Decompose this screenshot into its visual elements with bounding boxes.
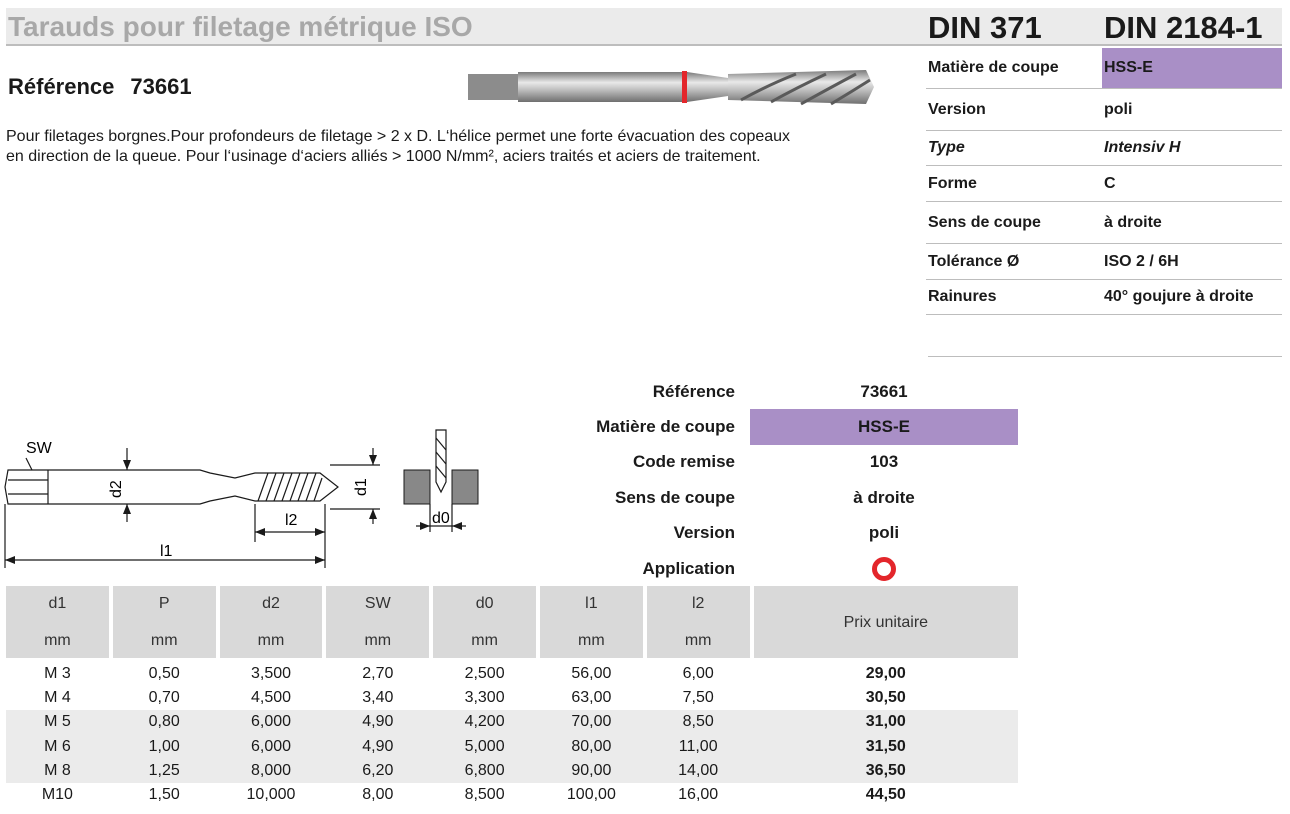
column-name: l1 — [585, 595, 598, 612]
column-unit: mm — [257, 632, 285, 649]
summary-value — [750, 551, 1018, 586]
table-cell: 56,00 — [571, 665, 612, 683]
spec-row-forme — [926, 166, 1282, 202]
spec-row-tolerance — [926, 244, 1282, 280]
column-name: d2 — [262, 595, 280, 612]
column-header — [113, 586, 216, 658]
table-cell: 1,25 — [148, 761, 180, 779]
description-line-2: en direction de la queue. Pour l‘usinage d‘aciers alliés > 1000 N/mm², aciers traités et aciers de traitement. — [6, 148, 761, 165]
sw-label: SW — [26, 440, 52, 457]
sw-leader — [26, 458, 32, 470]
table-body — [6, 662, 1018, 807]
spec-value: C — [1104, 174, 1116, 192]
column-unit: mm — [578, 632, 605, 649]
summary-value: 73661 — [860, 381, 908, 401]
tap-outline — [5, 470, 338, 504]
thread-hatch — [258, 473, 322, 501]
spec-value: poli — [1104, 100, 1133, 118]
table-cell: 16,00 — [678, 786, 719, 804]
summary-value: poli — [868, 523, 900, 543]
table-row — [6, 686, 1018, 710]
description-line-1: Pour filetages borgnes.Pour profondeurs de filetage > 2 x D. L‘hélice permet une forte évacuation des copeaux — [6, 128, 791, 145]
spec-row-rainures — [926, 280, 1282, 315]
description — [6, 127, 886, 167]
table-cell: 8,50 — [682, 713, 714, 731]
table-cell: 6,000 — [250, 713, 292, 731]
l2-label: l2 — [285, 512, 298, 529]
d0-label: d0 — [432, 510, 450, 527]
table-cell: 100,00 — [566, 786, 616, 804]
summary-table — [560, 374, 1018, 586]
l1-arrow-left — [5, 556, 15, 564]
column-name: l2 — [691, 595, 705, 612]
column-header — [540, 586, 643, 658]
d2-arrow-top — [123, 460, 131, 470]
table-cell: 4,90 — [362, 737, 394, 755]
summary-label: Matière de coupe — [596, 417, 735, 437]
d2-label: d2 — [108, 480, 125, 498]
table-cell: 6,800 — [464, 761, 505, 779]
l1-arrow-right — [315, 556, 325, 564]
spec-value: HSS-E — [1102, 48, 1282, 88]
table-cell: 6,000 — [250, 737, 292, 755]
reference-number: 73661 — [130, 74, 192, 99]
table-row — [6, 662, 1018, 686]
summary-row-sens — [560, 480, 1018, 515]
column-name: d0 — [475, 595, 494, 612]
table-cell: 2,500 — [464, 665, 505, 683]
spec-row-version — [926, 89, 1282, 131]
column-name: SW — [364, 595, 391, 612]
column-unit: mm — [684, 632, 712, 649]
table-row — [6, 783, 1018, 807]
table-cell: 31,50 — [865, 737, 906, 755]
table-cell: 8,500 — [464, 786, 505, 804]
table-cell: 1,50 — [148, 786, 180, 804]
spec-label: Tolérance Ø — [928, 252, 1020, 270]
column-unit: mm — [44, 632, 71, 649]
table-cell: M 5 — [44, 713, 71, 731]
table-cell: M10 — [41, 786, 73, 804]
spec-value: ISO 2 / 6H — [1104, 252, 1179, 270]
table-cell: 8,00 — [362, 786, 394, 804]
column-header — [326, 586, 429, 658]
table-cell: 7,50 — [682, 689, 714, 707]
table-cell: 8,000 — [250, 761, 292, 779]
table-cell: M 8 — [44, 761, 71, 779]
column-unit: mm — [150, 632, 178, 649]
table-cell: 30,50 — [865, 689, 906, 707]
table-row — [6, 735, 1018, 759]
spec-label: Rainures — [928, 288, 997, 305]
summary-label: Application — [642, 558, 735, 578]
column-header — [6, 586, 109, 658]
summary-label: Code remise — [632, 452, 735, 472]
table-cell: 29,00 — [865, 665, 906, 683]
table-cell: 80,00 — [571, 737, 612, 755]
summary-value: HSS-E — [750, 409, 1018, 444]
summary-value: 103 — [869, 452, 899, 472]
l2-arrow-left — [255, 528, 265, 536]
l1-label: l1 — [160, 543, 173, 560]
spec-label: Matière de coupe — [928, 59, 1059, 76]
column-header — [647, 586, 750, 658]
column-name: Prix unitaire — [843, 613, 929, 631]
table-row — [6, 710, 1018, 734]
reference-heading — [8, 74, 208, 100]
page-title: Tarauds pour filetage métrique ISO — [8, 11, 473, 42]
column-name: d1 — [48, 595, 67, 612]
table-cell: 6,00 — [682, 665, 714, 683]
table-cell: 63,00 — [571, 689, 612, 707]
summary-row-reference — [560, 374, 1018, 409]
product-photo — [466, 62, 878, 114]
table-cell: 90,00 — [571, 761, 612, 779]
shank-body — [518, 72, 688, 102]
spec-row-sens — [926, 202, 1282, 244]
column-header — [754, 586, 1018, 658]
summary-label: Référence — [652, 381, 735, 401]
table-row — [6, 759, 1018, 783]
summary-label: Sens de coupe — [615, 487, 735, 507]
column-name: P — [158, 595, 170, 612]
column-header — [220, 586, 323, 658]
table-cell: 0,50 — [148, 665, 180, 683]
technical-drawing — [0, 420, 500, 580]
spec-label: Version — [928, 100, 986, 118]
table-cell: 70,00 — [571, 713, 612, 731]
summary-row-code-remise — [560, 445, 1018, 480]
spec-table — [926, 48, 1282, 315]
table-cell: 31,00 — [865, 713, 906, 731]
table-cell: 2,70 — [362, 665, 394, 683]
spec-value: 40° goujure à droite — [1104, 288, 1254, 305]
d1-arrow-top — [369, 455, 377, 465]
din-371-label: DIN 371 — [928, 10, 1042, 45]
spec-row-matiere — [926, 48, 1282, 89]
din-2184-label: DIN 2184-1 — [1104, 10, 1263, 45]
summary-value: à droite — [853, 487, 915, 507]
table-cell: 3,40 — [362, 689, 394, 707]
column-unit: mm — [471, 632, 498, 649]
d2-arrow-bottom — [123, 504, 131, 514]
reference-label: Référence — [8, 74, 115, 99]
table-cell: 10,000 — [246, 786, 296, 804]
spec-label: Sens de coupe — [928, 213, 1041, 231]
column-unit: mm — [364, 632, 392, 649]
table-cell: 3,300 — [464, 689, 505, 707]
d1-arrow-bottom — [369, 509, 377, 519]
color-ring — [682, 71, 687, 103]
d1-label: d1 — [353, 478, 370, 496]
table-cell: M 4 — [44, 689, 71, 707]
table-cell: 0,80 — [148, 713, 180, 731]
summary-row-matiere — [560, 409, 1018, 444]
column-header — [433, 586, 536, 658]
l2-arrow-right — [315, 528, 325, 536]
spec-value: Intensiv H — [1104, 139, 1181, 156]
table-cell: 4,500 — [250, 689, 292, 707]
spec-divider — [928, 356, 1282, 357]
table-cell: 11,00 — [678, 737, 718, 755]
table-header — [6, 586, 1018, 658]
dimensions-table — [6, 586, 1018, 807]
spec-label: Type — [928, 139, 965, 156]
summary-label: Version — [673, 523, 735, 543]
neck — [687, 72, 728, 102]
table-cell: 5,000 — [464, 737, 505, 755]
table-cell: 14,00 — [678, 761, 719, 779]
table-cell: 44,50 — [865, 786, 906, 804]
summary-row-version — [560, 516, 1018, 551]
table-cell: 4,200 — [464, 713, 505, 731]
application-ring-icon — [872, 557, 896, 581]
spec-value: à droite — [1104, 213, 1162, 231]
spec-label: Forme — [928, 174, 977, 192]
table-cell: 4,90 — [362, 713, 394, 731]
table-cell: 1,00 — [148, 737, 180, 755]
shank-square — [468, 74, 520, 100]
table-cell: 6,20 — [362, 761, 394, 779]
summary-row-application — [560, 551, 1018, 586]
table-cell: 3,500 — [250, 665, 292, 683]
table-cell: 36,50 — [865, 761, 906, 779]
table-cell: M 6 — [44, 737, 71, 755]
table-cell: 0,70 — [148, 689, 180, 707]
table-cell: M 3 — [44, 665, 71, 683]
spec-row-type — [926, 131, 1282, 166]
